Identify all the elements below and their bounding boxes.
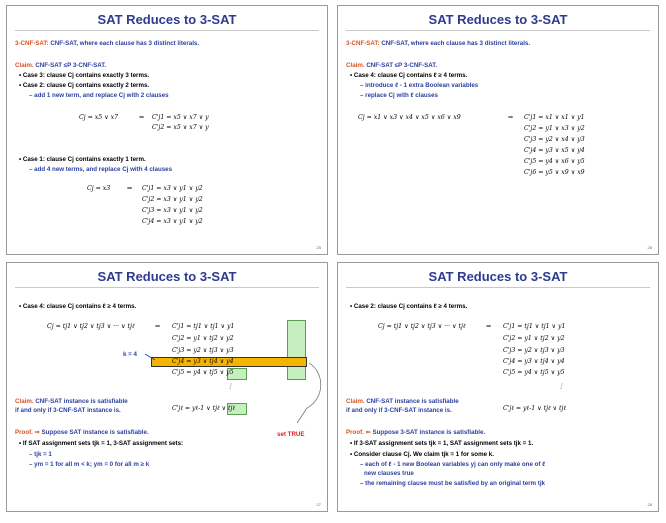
annotation-arrows (7, 263, 328, 512)
claim-line-2: if and only if 3-CNF-SAT instance is. (15, 407, 121, 414)
clause-row: C'j2 = y1 ∨ x3 ∨ y2 (524, 125, 585, 132)
case2-bullet: • Case 2: clause Cj contains exactly 2 terms. (19, 82, 150, 89)
title-divider (346, 30, 650, 31)
claim-line: Claim. CNF-SAT ≤P 3-CNF-SAT. (15, 62, 107, 69)
set-true-label: set TRUE (277, 431, 305, 438)
case2-clause-row: C'j2 = x5 ∨ x7 ∨ y (152, 124, 209, 131)
case2-original-clause: Cj = x5 ∨ x7 (79, 114, 119, 121)
case3-bullet: • Case 3: clause Cj contains exactly 3 terms. (19, 72, 150, 79)
implies-arrow: ⇒ (139, 114, 145, 121)
implies-arrow: ⇒ (486, 323, 492, 330)
clause-row: C'jℓ = yℓ-1 ∨ tjℓ ∨ tjℓ (503, 405, 567, 412)
case2-clause-row: C'j1 = x5 ∨ x7 ∨ y (152, 114, 209, 121)
case-original-clause: Cj = tj1 ∨ tj2 ∨ tj3 ∨ ··· ∨ tjℓ (378, 323, 466, 330)
page-number: 25 (316, 245, 321, 250)
vertical-ellipsis: ⋮ (227, 383, 234, 390)
slide-3sat-case-4 (337, 5, 659, 255)
case1-clause-row: C'j4 = x3 ∨ y1 ∨ y2 (142, 218, 203, 225)
case1-clause-row: C'j3 = x3 ∨ y1 ∨ y2 (142, 207, 203, 214)
claim-line: Claim. CNF-SAT ≤P 3-CNF-SAT. (346, 62, 438, 69)
k-pointer-arrow (145, 354, 155, 360)
slide-3sat-proof-forward (6, 262, 328, 512)
case2-bullet: • Case 2: clause Cj contains ℓ ≥ 4 terms. (350, 303, 468, 310)
k-label: k = 4 (123, 351, 137, 358)
slide-title: SAT Reduces to 3-SAT (428, 12, 568, 27)
clause-row: C'j3 = y2 ∨ tj3 ∨ y3 (503, 347, 565, 354)
proof-bullet: • Consider clause Cj. We claim tjk = 1 for some k. (350, 451, 494, 458)
page-number: 27 (316, 502, 321, 507)
clause-row: C'j1 = tj1 ∨ tj1 ∨ y1 (503, 323, 566, 330)
clause-row: C'j4 = y3 ∨ tj4 ∨ y4 (503, 358, 565, 365)
clause-row: C'j5 = y4 ∨ x6 ∨ y5 (524, 158, 585, 165)
title-divider (15, 30, 319, 31)
slide-title: SAT Reduces to 3-SAT (428, 269, 568, 284)
clause-row: C'j2 = y1 ∨ tj2 ∨ y2 (503, 335, 565, 342)
case4-bullet: • Case 4: clause Cj contains ℓ ≥ 4 terms. (19, 303, 137, 310)
case1-clause-row: C'j1 = x3 ∨ y1 ∨ y2 (142, 185, 203, 192)
claim-line: Claim. CNF-SAT instance is satisfiable (346, 398, 459, 405)
proof-subitem: – ym = 1 for all m < k; ym = 0 for all m ≥ k (29, 461, 150, 468)
case4-subitem: – introduce ℓ - 1 extra Boolean variables (360, 82, 479, 89)
clause-row: C'j5 = y4 ∨ tj5 ∨ y5 (172, 369, 234, 376)
proof-bullet: • If 3-SAT assignment sets tjk = 1, SAT assignment sets tjk = 1. (350, 440, 534, 447)
definition-line: 3-CNF-SAT: CNF-SAT, where each clause has 3 distinct literals. (346, 40, 531, 47)
set-true-leader (297, 408, 307, 423)
case2-subitem: – add 1 new term, and replace Cj with 2 clauses (29, 92, 169, 99)
case4-subitem: – replace Cj with ℓ clauses (360, 92, 438, 99)
slide-3sat-cases-1-3 (6, 5, 328, 255)
clause-row: C'j4 = y3 ∨ tj4 ∨ y4 (172, 358, 234, 365)
proof-subitem: – each of ℓ - 1 new Boolean variables yj can only make one of ℓ (360, 461, 546, 468)
clause-row: C'j1 = tj1 ∨ tj1 ∨ y1 (172, 323, 235, 330)
clause-row: C'j2 = y1 ∨ tj2 ∨ y2 (172, 335, 234, 342)
clause-row: C'j1 = x1 ∨ x1 ∨ y1 (524, 114, 585, 121)
case1-bullet: • Case 1: clause Cj contains exactly 1 term. (19, 156, 146, 163)
claim-line-2: if and only if 3-CNF-SAT instance is. (346, 407, 452, 414)
slide-title: SAT Reduces to 3-SAT (97, 269, 237, 284)
slide-title: SAT Reduces to 3-SAT (97, 12, 237, 27)
proof-line: Proof. ⇒ Suppose SAT instance is satisfiable. (15, 429, 149, 436)
case4-original-clause: Cj = tj1 ∨ tj2 ∨ tj3 ∨ ··· ∨ tjℓ (47, 323, 135, 330)
case1-subitem: – add 4 new terms, and replace Cj with 4 clauses (29, 166, 173, 173)
implies-arrow: ⇒ (127, 185, 133, 192)
case1-clause-row: C'j2 = x3 ∨ y1 ∨ y2 (142, 196, 203, 203)
proof-subitem: – the remaining clause must be satisfied by an original term tjk (360, 480, 545, 487)
page-number: 28 (647, 502, 652, 507)
clause-row: C'j3 = y2 ∨ tj3 ∨ y3 (172, 347, 234, 354)
definition-line: 3-CNF-SAT: CNF-SAT, where each clause has 3 distinct literals. (15, 40, 200, 47)
title-divider (346, 287, 650, 288)
implies-arrow: ⇒ (508, 114, 514, 121)
case1-original-clause: Cj = x3 (87, 185, 111, 192)
proof-bullet: • If SAT assignment sets tjk = 1, 3-SAT assignment sets: (19, 440, 184, 447)
slide-3sat-proof-backward (337, 262, 659, 512)
set-true-arrow (307, 363, 321, 408)
claim-line: Claim. CNF-SAT instance is satisfiable (15, 398, 128, 405)
implies-arrow: ⇒ (155, 323, 161, 330)
clause-row: C'j5 = y4 ∨ tj5 ∨ y5 (503, 369, 565, 376)
vertical-ellipsis: ⋮ (558, 383, 565, 390)
case4-original-clause: Cj = x1 ∨ x3 ∨ x4 ∨ x5 ∨ x6 ∨ x9 (358, 114, 461, 121)
proof-subitem: – tjk = 1 (29, 451, 52, 458)
clause-row: C'j3 = y2 ∨ x4 ∨ y3 (524, 136, 585, 143)
clause-row: C'jℓ = yℓ-1 ∨ tjℓ ∨ tjℓ (172, 405, 236, 412)
clause-row: C'j4 = y3 ∨ x5 ∨ y4 (524, 147, 585, 154)
case4-bullet: • Case 4: clause Cj contains ℓ ≥ 4 terms. (350, 72, 468, 79)
proof-subitem-continued: new clauses true (364, 470, 414, 477)
page-number: 26 (647, 245, 652, 250)
proof-line: Proof. ⇐ Suppose 3-SAT instance is satisfiable. (346, 429, 486, 436)
clause-row: C'j6 = y5 ∨ x9 ∨ x9 (524, 169, 585, 176)
